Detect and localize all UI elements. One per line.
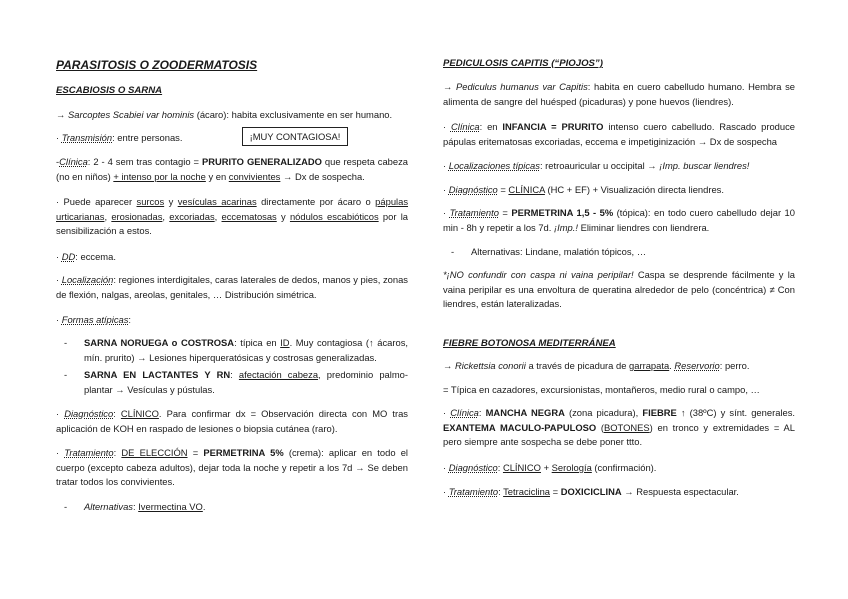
scabies-diagnostico: · Diagnóstico: CLÍNICO. Para confirmar dx = Observación directa con MO tras aplicación de KOH en raspado de lesiones o biopsia cutánea (raro). [56,408,408,434]
scabies-dd: · DD: eccema. [56,251,116,262]
fiebre-tratamiento: · Tratamiento: Tetraciclina = DOXICICLINA → Respuesta espectacular. [443,486,739,497]
lice-tratamiento: · Tratamiento = PERMETRINA 1,5 - 5% (tópica): en todo cuero cabelludo dejar 10 min - 8h y repetir a los 7d. ¡Imp.! Eliminar liendres con liendrera. [443,207,795,233]
scabies-tratamiento: · Tratamiento: DE ELECCIÓN = PERMETRINA 5% (crema): aplicar en todo el cuerpo (excepto cabeza adultos), dejar toda la noche y repetir a los 7d → Se deben tratar todos los convivientes. [56,447,409,488]
section-heading-pediculosis: PEDICULOSIS CAPITIS (“PIOJOS”) [443,58,603,69]
scabies-agent: → Sarcoptes Scabiei var hominis (ácaro): habita exclusivamente en ser humano. [56,109,393,120]
scabies-lesiones: · Puede aparecer surcos y vesículas acarinas directamente por ácaro o pápulas urticarianas, erosionadas, excoriadas, eccematosas y nódulos escabióticos por la sensibilización a estos. [56,196,409,237]
fiebre-diagnostico: · Diagnóstico: CLÍNICO + Serología (confirmación). [443,462,657,473]
list-item-alternativas: - Alternativas: Ivermectina VO. [64,501,206,512]
page-title: PARASITOSIS O ZOODERMATOSIS [56,58,258,72]
list-item-sarna-lactantes: - SARNA EN LACTANTES Y RN: afectación cabeza, predominio palmo-plantar → Vesículas y pústulas. [64,369,408,395]
scabies-transmision: · Transmisión: entre personas. [56,132,183,143]
section-heading-escabiosis: ESCABIOSIS O SARNA [56,85,163,96]
lice-diagnostico: · Diagnóstico = CLÍNICA (HC + EF) + Visualización directa liendres. [443,184,724,195]
lice-clinica: · Clínica: en INFANCIA = PRURITO intenso cuero cabelludo. Rascado produce pápulas eritematosas excoriadas, eccema e impetiginización → Dx de sospecha [443,121,795,147]
list-item-lice-alternativas: - Alternativas: Lindane, malatión tópicos, … [451,246,647,257]
section-heading-fiebre-botonosa: FIEBRE BOTONOSA MEDITERRÁNEA [443,338,616,349]
lice-nota: *¡NO confundir con caspa ni vaina peripilar! Caspa se desprende fácilmente y la vaina peripilar es una envoltura de queratina alrededor de pelo (concéntrica) ≠ Con liendres, están lateralizadas. [443,269,795,310]
fiebre-clinica: · Clínica: MANCHA NEGRA (zona picadura), FIEBRE ↑ (38ºC) y sínt. generales. EXANTEMA MACULO-PAPULOSO (BOTONES) en tronco y extremidades = AL pero siempre ante sospecha se debe poner ttto. [443,407,795,448]
scabies-clinica: -Clínica: 2 - 4 sem tras contagio = PRURITO GENERALIZADO que respeta cabeza (no en niños) + intenso por la noche y en convivientes → Dx de sospecha. [56,156,408,182]
lice-localizaciones: · Localizaciones típicas: retroauricular u occipital → ¡Imp. buscar liendres! [443,160,750,171]
scabies-formas: · Formas atípicas: [56,314,132,325]
fiebre-tipica: = Típica en cazadores, excursionistas, montañeros, medio rural o campo, … [443,384,760,395]
lice-agent: → Pediculus humanus var Capitis: habita en cuero cabelludo humano. Hembra se alimenta de sangre del huésped (picaduras) y pone huevos (liendres). [443,81,795,107]
fiebre-agent: → Rickettsia conorii a través de picadura de garrapata. Reservorio: perro. [443,360,750,371]
list-item-sarna-noruega: - SARNA NORUEGA o COSTROSA: típica en ID. Muy contagiosa (↑ ácaros, mín. prurito) → Lesiones hiperqueratósicas y costrosas generalizadas. [64,337,408,363]
scabies-localizacion: · Localización: regiones interdigitales, caras laterales de dedos, manos y pies, zonas de flexión, nalgas, areolas, genitales, … Distribución simétrica. [56,274,408,300]
contagious-badge: ¡MUY CONTAGIOSA! [242,127,348,146]
